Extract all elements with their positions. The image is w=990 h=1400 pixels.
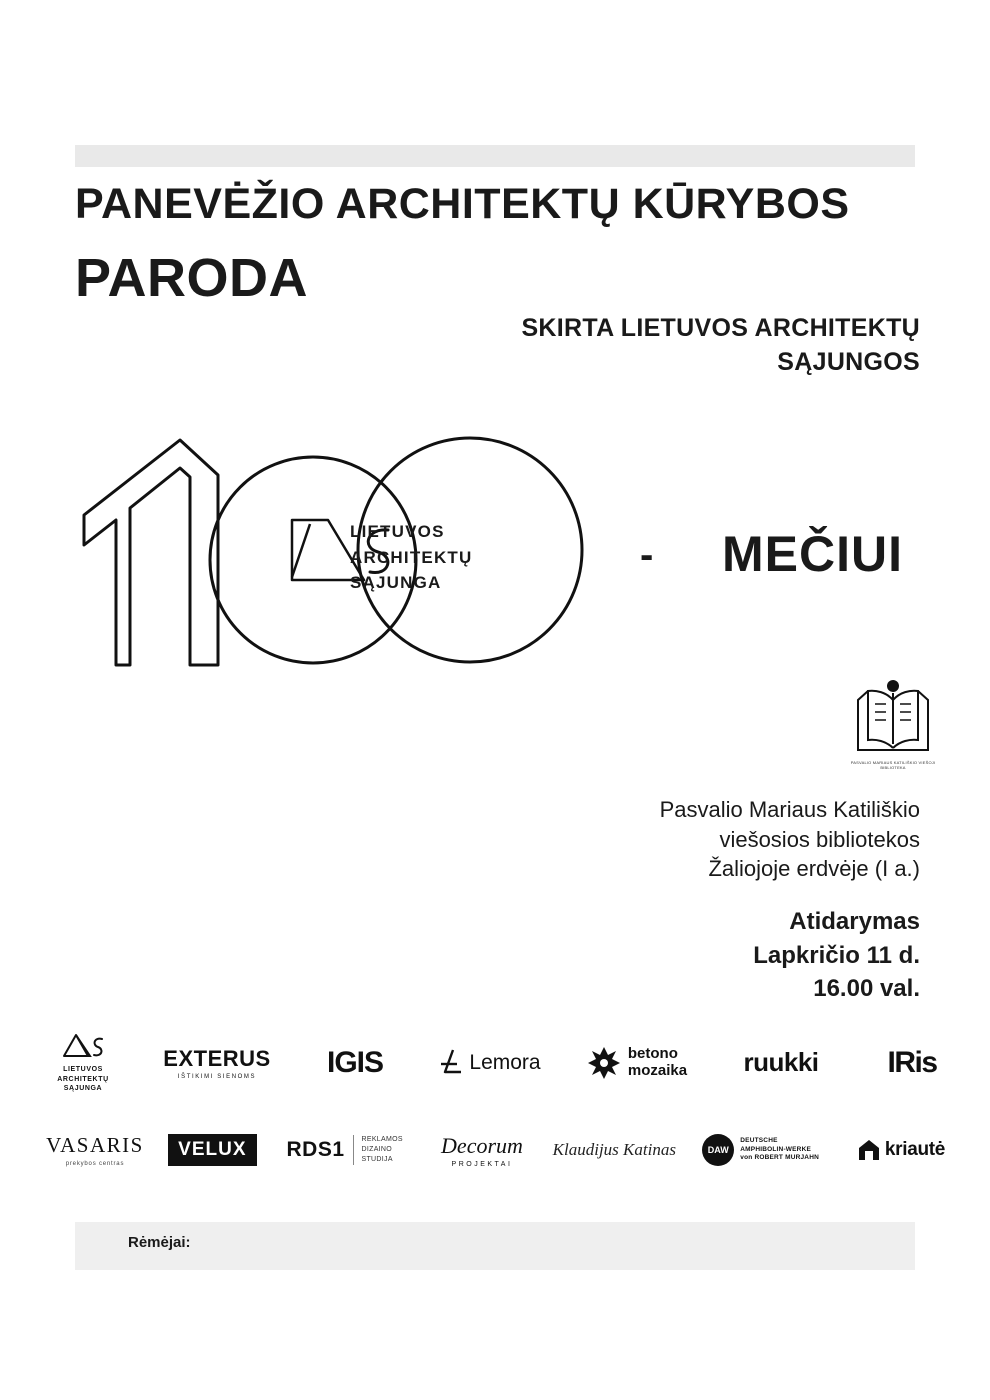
sponsor-logo-kriaute <box>842 1138 960 1162</box>
sponsor-daw-sub2: AMPHIBOLIN-WERKE <box>740 1145 812 1153</box>
sponsor-daw-mark: DAW <box>702 1134 734 1166</box>
sponsor-decorum-name: Decorum <box>441 1132 523 1158</box>
sponsor-logo-igis: IGIS <box>326 1045 383 1079</box>
house-icon <box>857 1138 881 1162</box>
sponsor-exterus-name: EXTERUS <box>163 1045 271 1071</box>
dash-separator: - <box>640 533 654 577</box>
las-pictogram-icon <box>60 1031 106 1061</box>
sponsor-logo-betono-mozaika <box>576 1046 698 1080</box>
sponsor-logo-daw <box>686 1134 836 1166</box>
sponsor-vasaris-name: VASARIS <box>46 1133 144 1157</box>
sponsor-rds1-sub1: REKLAMOS <box>361 1136 403 1144</box>
sponsor-daw-sub3: von ROBERT MURJAHN <box>740 1154 819 1162</box>
las-line-2: ARCHITEKTŲ <box>350 547 473 567</box>
opening-time: 16.00 val. <box>813 975 920 1003</box>
sponsor-logo-klaudijus-katinas: Klaudijus Katinas <box>552 1140 676 1159</box>
library-logo <box>848 678 938 773</box>
sponsor-logo-las <box>40 1031 126 1093</box>
sponsor-las-line1: LIETUVOS <box>63 1066 103 1074</box>
opening-label: Atidarymas <box>789 908 920 935</box>
sponsors-label: Rėmėjai: <box>128 1234 191 1251</box>
top-accent-bar <box>75 145 915 167</box>
sponsor-vasaris-tagline: prekybos centras <box>65 1161 125 1167</box>
sponsor-decorum-tagline: PROJEKTAI <box>451 1160 513 1168</box>
sponsor-rds1-name: RDS1 <box>286 1138 345 1161</box>
anniversary-100-logo <box>70 420 610 685</box>
sponsor-exterus-tagline: IŠTIKIMI SIENOMS <box>177 1073 257 1080</box>
sponsor-kriaute-name: kriautė <box>884 1139 946 1160</box>
sponsor-logo-vasaris <box>40 1133 150 1167</box>
lemora-mark-icon <box>437 1048 463 1078</box>
sponsor-logo-decorum <box>421 1133 543 1168</box>
page-subtitle: SKIRTA LIETUVOS ARCHITEKTŲ SĄJUNGOS <box>521 314 920 376</box>
las-line-3: SĄJUNGA <box>350 573 442 592</box>
sponsor-logo-iris: IRis <box>887 1045 937 1079</box>
sponsor-logo-velux <box>156 1134 268 1166</box>
venue-line-2: viešosios bibliotekos <box>719 826 920 852</box>
anniversary-word: MEČIUI <box>722 526 903 582</box>
sponsor-lemora-name: Lemora <box>469 1050 541 1074</box>
las-logo-text <box>350 519 473 596</box>
sponsor-las-line2: ARCHITEKTŲ <box>57 1075 109 1083</box>
library-logo-caption: PASVALIO MARIAUS KATILIŠKIO VIEŠOJI BIBLIOTEKA <box>850 760 936 770</box>
betono-mozaika-mark-icon <box>587 1046 621 1080</box>
opening-date: Lapkričio 11 d. <box>753 941 920 969</box>
page-title: PANEVĖŽIO ARCHITEKTŲ KŪRYBOS <box>75 180 850 228</box>
sponsor-las-line3: SĄJUNGA <box>63 1085 103 1093</box>
sponsor-logo-exterus <box>153 1046 281 1080</box>
page-title-secondary: PARODA <box>75 248 309 308</box>
opening-info <box>400 905 920 1006</box>
sponsor-row-top <box>40 1025 960 1100</box>
sponsor-velux-name: VELUX <box>168 1134 256 1166</box>
sponsor-rds1-sub3: STUDIJA <box>361 1155 393 1163</box>
sponsor-row-bottom <box>40 1115 960 1185</box>
sponsor-rds1-divider <box>353 1135 354 1165</box>
sponsor-daw-sub1: DEUTSCHE <box>740 1136 778 1144</box>
footer-bar <box>75 1222 915 1270</box>
sponsor-logo-ruukki: ruukki <box>743 1047 819 1077</box>
venue-line-1: Pasvalio Mariaus Katiliškio <box>659 797 920 822</box>
sponsor-rds1-sub2: DIZAINO <box>361 1146 393 1154</box>
sponsor-betono-line2: mozaika <box>627 1061 688 1079</box>
sponsor-logo-rds1 <box>275 1135 415 1165</box>
sponsor-betono-line1: betono <box>627 1045 678 1062</box>
las-line-1: LIETUVOS <box>350 522 445 541</box>
venue-info <box>400 795 920 884</box>
sponsor-logo-lemora <box>429 1048 549 1078</box>
venue-line-3: Žaliojoje erdvėje (I a.) <box>708 856 920 882</box>
